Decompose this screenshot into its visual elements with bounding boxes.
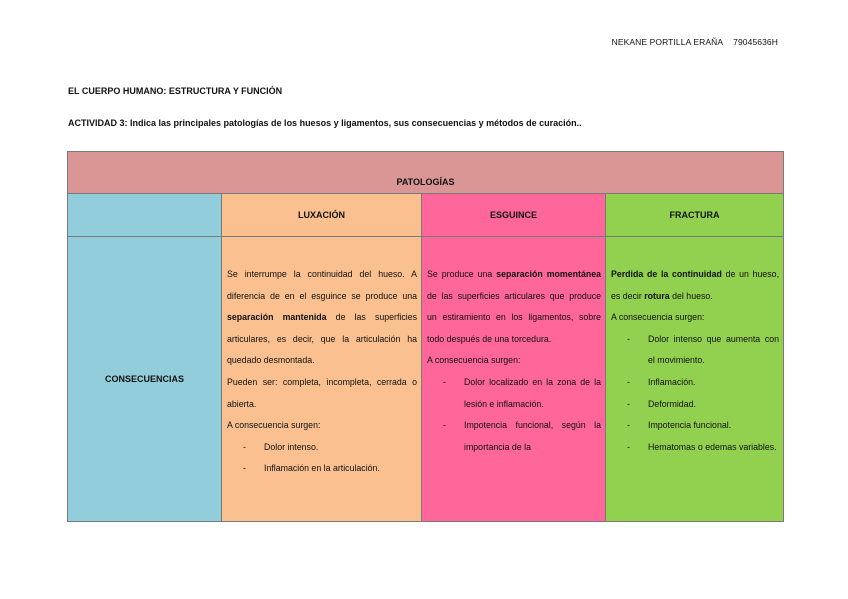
list-item: - Hematomas o edemas variables. [611,437,779,459]
author-name: NEKANE PORTILLA ERAÑA [611,37,724,47]
author-id: 79045636H [733,37,778,47]
column-header-luxacion: LUXACIÓN [222,194,422,237]
list-item: - Impotencia funcional. [611,415,779,437]
list-item: - Dolor intenso. [227,437,417,459]
esguince-consequences-intro: A consecuencia surgen: [427,355,521,366]
fractura-consequences-intro: A consecuencia surgen: [611,312,705,323]
list-item: - Inflamación en la articulación. [227,458,417,480]
esguince-list [427,372,601,458]
fractura-list [611,329,779,459]
column-header-esguince: ESGUINCE [422,194,606,237]
column-header-fractura: FRACTURA [606,194,784,237]
cell-luxacion [222,237,422,522]
table-banner: PATOLOGÍAS [68,152,784,194]
fractura-description: Perdida de la continuidad de un hueso, es decir rotura del hueso. [611,269,780,301]
luxacion-types: Pueden ser: completa, incompleta, cerrada o abierta. [227,376,417,409]
list-item: - Deformidad. [611,394,779,416]
empty-header-cell [68,194,222,237]
list-item: - Dolor localizado en la zona de la lesión e inflamación. [427,372,601,415]
cell-esguince [422,237,606,522]
esguince-description: Se produce una separación momentánea de las superficies articulares que produce un estiramiento en los ligamentos, sobre todo después de una torcedura. [427,269,601,344]
activity-statement [68,118,582,128]
activity-label: ACTIVIDAD 3: [68,118,128,128]
row-label-consecuencias: CONSECUENCIAS [68,237,222,522]
list-item: - Impotencia funcional, según la importancia de la [427,415,601,458]
luxacion-description: Se interrumpe la continuidad del hueso. A diferencia de en el esguince se produce una separación mantenida de las superficies articulares, es decir, que la articulación ha quedado desmontada. [227,269,417,366]
cell-fractura [606,237,784,522]
luxacion-list [227,437,417,480]
page-header [612,37,778,47]
document-title: EL CUERPO HUMANO: ESTRUCTURA Y FUNCIÓN [68,86,283,96]
list-item: - Inflamación. [611,372,779,394]
luxacion-consequences-intro: A consecuencia surgen: [227,420,321,431]
pathologies-table [67,151,784,522]
activity-text: Indica las principales patologías de los huesos y ligamentos, sus consecuencias y métodos de curación.. [127,118,582,128]
list-item: - Dolor intenso que aumenta con el movimiento. [611,329,779,372]
